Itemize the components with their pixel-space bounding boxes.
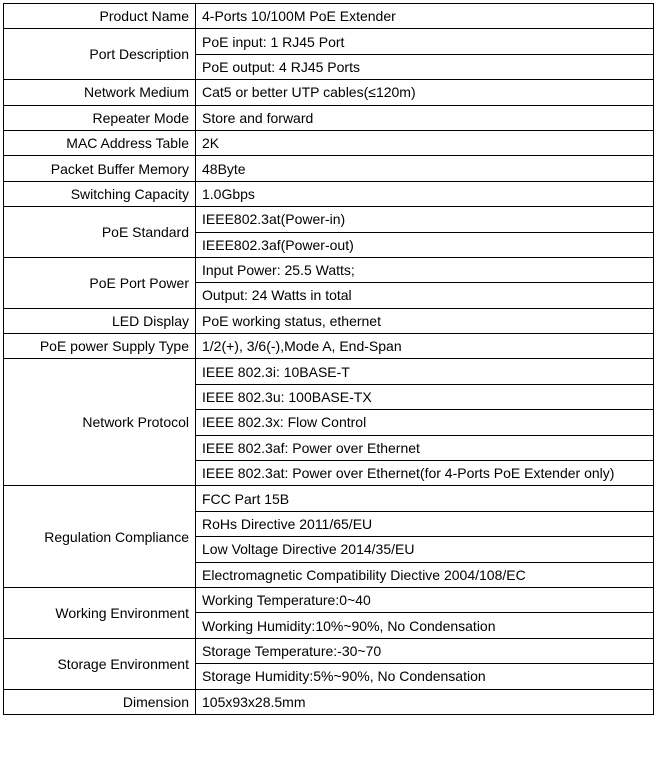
spec-label: Repeater Mode (4, 105, 196, 130)
spec-value: Working Humidity:10%~90%, No Condensation (196, 613, 654, 638)
spec-value: Input Power: 25.5 Watts; (196, 257, 654, 282)
spec-value: Working Temperature:0~40 (196, 587, 654, 612)
spec-label: PoE Standard (4, 207, 196, 258)
table-row (4, 689, 654, 714)
spec-value: FCC Part 15B (196, 486, 654, 511)
spec-value: IEEE 802.3x: Flow Control (196, 410, 654, 435)
spec-value: IEEE 802.3af: Power over Ethernet (196, 435, 654, 460)
spec-value: Low Voltage Directive 2014/35/EU (196, 537, 654, 562)
table-row (4, 486, 654, 511)
spec-label: Regulation Compliance (4, 486, 196, 588)
spec-value: Cat5 or better UTP cables(≤120m) (196, 80, 654, 105)
spec-label: Network Protocol (4, 359, 196, 486)
spec-table-container (3, 3, 654, 715)
spec-label: MAC Address Table (4, 130, 196, 155)
spec-label: Storage Environment (4, 638, 196, 689)
table-row (4, 130, 654, 155)
table-row (4, 638, 654, 663)
spec-value: 1/2(+), 3/6(-),Mode A, End-Span (196, 334, 654, 359)
spec-value: IEEE802.3af(Power-out) (196, 232, 654, 257)
spec-label: Packet Buffer Memory (4, 156, 196, 181)
spec-label: PoE power Supply Type (4, 334, 196, 359)
spec-value: PoE working status, ethernet (196, 308, 654, 333)
spec-value: 4-Ports 10/100M PoE Extender (196, 4, 654, 29)
spec-value: PoE output: 4 RJ45 Ports (196, 54, 654, 79)
table-row (4, 156, 654, 181)
spec-value: IEEE802.3at(Power-in) (196, 207, 654, 232)
table-row (4, 105, 654, 130)
spec-label: Dimension (4, 689, 196, 714)
spec-value: PoE input: 1 RJ45 Port (196, 29, 654, 54)
spec-label: PoE Port Power (4, 257, 196, 308)
table-row (4, 181, 654, 206)
spec-value: 48Byte (196, 156, 654, 181)
table-row (4, 29, 654, 54)
spec-value: RoHs Directive 2011/65/EU (196, 511, 654, 536)
spec-value: 105x93x28.5mm (196, 689, 654, 714)
spec-value: IEEE 802.3at: Power over Ethernet(for 4-Ports PoE Extender only) (196, 461, 654, 486)
spec-label: Product Name (4, 4, 196, 29)
spec-label: Port Description (4, 29, 196, 80)
table-row (4, 308, 654, 333)
spec-value: Storage Temperature:-30~70 (196, 638, 654, 663)
spec-value: 2K (196, 130, 654, 155)
spec-value: Store and forward (196, 105, 654, 130)
spec-value: Storage Humidity:5%~90%, No Condensation (196, 664, 654, 689)
table-row (4, 359, 654, 384)
spec-label: Working Environment (4, 587, 196, 638)
spec-table (3, 3, 654, 715)
spec-value: Electromagnetic Compatibility Diective 2004/108/EC (196, 562, 654, 587)
spec-value: IEEE 802.3u: 100BASE-TX (196, 384, 654, 409)
spec-label: LED Display (4, 308, 196, 333)
table-row (4, 257, 654, 282)
table-row (4, 207, 654, 232)
spec-value: IEEE 802.3i: 10BASE-T (196, 359, 654, 384)
table-row (4, 4, 654, 29)
table-row (4, 587, 654, 612)
spec-label: Switching Capacity (4, 181, 196, 206)
spec-table-body (4, 4, 654, 715)
table-row (4, 80, 654, 105)
spec-value: Output: 24 Watts in total (196, 283, 654, 308)
spec-value: 1.0Gbps (196, 181, 654, 206)
spec-label: Network Medium (4, 80, 196, 105)
table-row (4, 334, 654, 359)
